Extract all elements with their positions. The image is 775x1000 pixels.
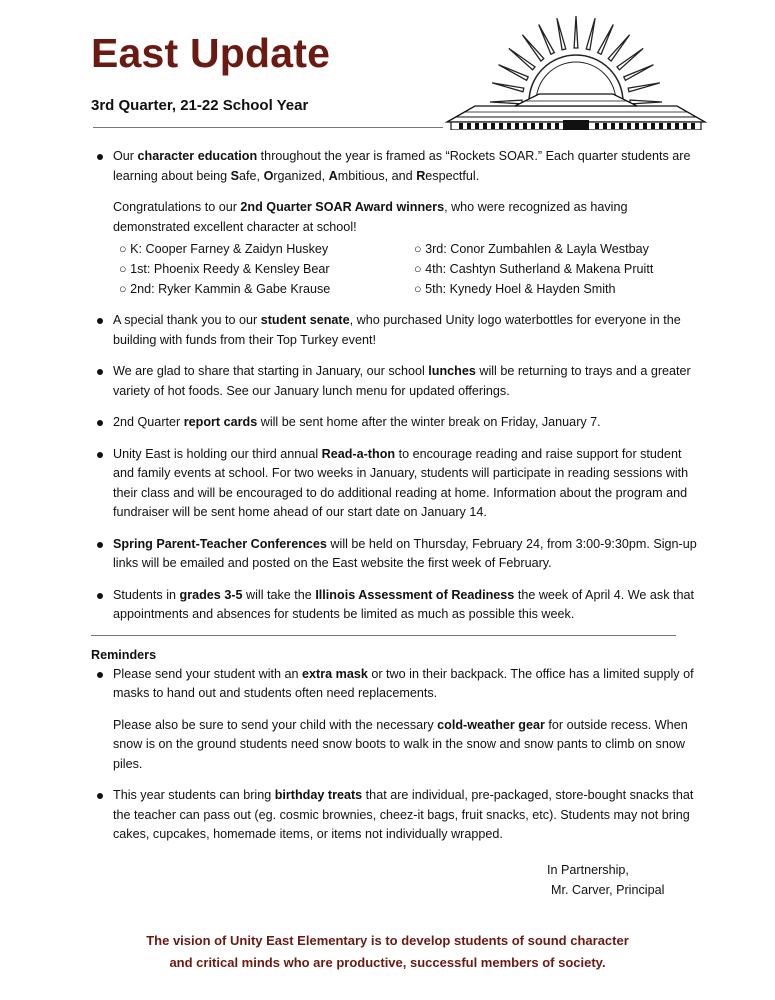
- vision-line-2: and critical minds who are productive, successful members of society.: [169, 955, 606, 970]
- paragraph: [113, 413, 700, 433]
- body-text: 2nd Quarter: [113, 415, 184, 429]
- sun-ray: [624, 65, 654, 81]
- award-winner-entry: ○ 3rd: Conor Zumbahlen & Layla Westbay: [414, 242, 649, 256]
- body-text: rganized,: [273, 168, 329, 183]
- sun-ray: [539, 25, 555, 55]
- header-divider: [93, 127, 443, 128]
- vision-statement: [0, 930, 775, 974]
- list-item: [95, 311, 700, 350]
- bullet-icon: [97, 593, 103, 599]
- emphasis-text: birthday treats: [274, 788, 363, 802]
- paragraph: [113, 362, 700, 401]
- body-text: , who were recognized as having demonstrated excellent character at school!: [113, 200, 628, 234]
- list-item: [95, 586, 700, 625]
- emphasis-text: lunches: [428, 364, 476, 378]
- school-sunrise-logo: [445, 14, 707, 130]
- paragraph: [113, 311, 700, 350]
- list-item: [95, 413, 700, 433]
- body-text: Students in: [113, 587, 180, 602]
- building-window: [531, 123, 535, 129]
- building-window: [667, 123, 671, 129]
- building-window: [539, 123, 543, 129]
- award-winner-entry: ○ 5th: Kynedy Hoel & Hayden Smith: [414, 282, 616, 296]
- bullet-icon: [97, 318, 103, 324]
- sun-ray: [492, 83, 524, 92]
- paragraph: [113, 535, 700, 574]
- paragraph: [113, 586, 700, 625]
- bullet-icon: [97, 542, 103, 548]
- sun-ray: [586, 18, 595, 50]
- sun-ray: [608, 35, 629, 61]
- body-text: We are glad to share that starting in January, our school: [113, 364, 429, 378]
- sun-ray: [628, 83, 660, 92]
- emphasis-text: extra mask: [302, 666, 368, 681]
- building-window: [491, 123, 495, 129]
- award-winner-entry: ○ 2nd: Ryker Kammin & Gabe Krause: [119, 282, 331, 296]
- list-item: [95, 362, 700, 401]
- bullet-icon: [97, 369, 103, 375]
- award-winner-entry: ○ K: Cooper Farney & Zaidyn Huskey: [119, 242, 329, 256]
- announcement-list: [95, 147, 700, 625]
- building-window: [547, 123, 551, 129]
- building-window: [627, 123, 631, 129]
- emphasis-text: grades 3-5: [179, 587, 243, 602]
- sun-ray: [598, 25, 614, 55]
- list-item: [95, 535, 700, 574]
- building-window: [555, 123, 559, 129]
- building-window: [459, 123, 463, 129]
- building-window: [603, 123, 607, 129]
- paragraph: [113, 147, 700, 186]
- paragraph: [113, 665, 700, 704]
- list-item: [95, 147, 700, 299]
- signoff-closing: In Partnership,: [547, 863, 629, 877]
- building-window: [683, 123, 687, 129]
- body-text: to encourage reading and raise support for student and family events at school. For two weeks in January, students will participate in reading sessions with their class and will be encouraged to do additional reading at home. Information about the program and fundraiser will be sent home ahead of our start date on January 14.: [113, 446, 689, 519]
- building-window: [619, 123, 623, 129]
- building-window: [515, 123, 519, 129]
- body-text: will be sent home after the winter break on Friday, January 7.: [257, 415, 601, 429]
- emphasis-text: cold-weather gear: [437, 717, 545, 732]
- award-winner-entry: ○ 4th: Cashtyn Sutherland & Makena Pruitt: [414, 262, 654, 276]
- body-text: or two in their backpack. The office has a limited supply of masks to hand out and students often need replacements.: [113, 666, 694, 700]
- emphasis-text: report cards: [183, 415, 258, 429]
- building-window: [507, 123, 511, 129]
- building-window: [483, 123, 487, 129]
- sun-ray: [490, 100, 522, 104]
- paragraph: [113, 198, 700, 237]
- body-text: that are individual, pre-packaged, store-bought snacks that the teacher can pass out (eg. cosmic brownies, cheez-it bags, fruit snacks, etc). Students may not bring cakes, cupcakes, homemade items, or items not individually wrapped.: [113, 788, 694, 841]
- bullet-icon: [97, 420, 103, 426]
- emphasis-text: Illinois Assessment of Readiness: [315, 587, 515, 602]
- body-text: A special thank you to our: [113, 313, 261, 327]
- reminders-heading: Reminders: [91, 647, 157, 662]
- list-item: [95, 445, 700, 523]
- body-text: for outside recess. When snow is on the ground students need snow boots to walk in the snow and snow pants to climb on snow piles.: [113, 717, 688, 771]
- bullet-icon: [97, 154, 103, 160]
- sun-ray: [574, 16, 578, 48]
- body-text: the week of April 4. We ask that appointments and absences for students be limited as much as possible this week.: [113, 587, 694, 621]
- emphasis-text: 2nd Quarter SOAR Award winners: [240, 200, 445, 214]
- body-text: will be returning to trays and a greater variety of hot foods. See our January lunch menu for updated offerings.: [113, 364, 691, 398]
- body-text: will take the: [242, 587, 316, 602]
- emphasis-text: Spring Parent-Teacher Conferences: [113, 536, 327, 551]
- body-text: , who purchased Unity logo waterbottles for everyone in the building with funds from their Top Turkey event!: [113, 313, 681, 347]
- body-text: Please send your student with an: [113, 666, 303, 681]
- building-window: [499, 123, 503, 129]
- sun-ray: [522, 35, 543, 61]
- emphasis-text: character education: [137, 149, 258, 163]
- building-window: [611, 123, 615, 129]
- building-window: [467, 123, 471, 129]
- emphasis-text: S: [230, 168, 240, 183]
- building-window: [635, 123, 639, 129]
- list-item: [95, 665, 700, 775]
- newsletter-subtitle: 3rd Quarter, 21-22 School Year: [91, 97, 309, 114]
- body-text: Please also be sure to send your child with the necessary: [113, 717, 438, 732]
- paragraph: [113, 716, 700, 775]
- sun-ray: [509, 48, 535, 69]
- section-divider: [91, 635, 676, 636]
- building-window: [659, 123, 663, 129]
- building-window: [675, 123, 679, 129]
- body-text: This year students can bring: [113, 788, 275, 802]
- paragraph: [113, 786, 700, 845]
- paragraph: [113, 445, 700, 523]
- sun-ray: [617, 48, 643, 69]
- building-window: [691, 123, 695, 129]
- emphasis-text: A: [328, 168, 338, 183]
- body-text: espectful.: [425, 168, 480, 183]
- reminders-list: [95, 665, 700, 845]
- sun-ray: [557, 18, 566, 50]
- building-window: [651, 123, 655, 129]
- vision-line-1: The vision of Unity East Elementary is to develop students of sound character: [146, 933, 629, 948]
- body-text: throughout the year is framed as “Rockets SOAR.” Each quarter students are learning about being: [113, 149, 691, 183]
- emphasis-text: student senate: [260, 313, 350, 327]
- award-winner-entry: ○ 1st: Phoenix Reedy & Kensley Bear: [119, 262, 330, 276]
- body-text: Our: [113, 149, 138, 163]
- building-window: [523, 123, 527, 129]
- bullet-icon: [97, 672, 103, 678]
- body-text: afe,: [239, 168, 264, 183]
- body-text: will be held on Thursday, February 24, from 3:00-9:30pm. Sign-up links will be emailed and posted on the East website the first week of February.: [113, 536, 697, 570]
- body-text: mbitious, and: [337, 168, 417, 183]
- list-item: [95, 786, 700, 845]
- body-text: Unity East is holding our third annual: [113, 446, 322, 461]
- emphasis-text: O: [263, 168, 274, 183]
- bullet-icon: [97, 793, 103, 799]
- sun-ray: [630, 100, 662, 104]
- body-text: Congratulations to our: [113, 200, 241, 214]
- sun-ray: [499, 65, 529, 81]
- award-winners-list: [113, 239, 700, 299]
- emphasis-text: Read-a-thon: [321, 446, 396, 461]
- bullet-icon: [97, 452, 103, 458]
- emphasis-text: R: [416, 168, 426, 183]
- building-window: [475, 123, 479, 129]
- signoff-signature: Mr. Carver, Principal: [551, 883, 665, 897]
- newsletter-title: East Update: [91, 30, 331, 76]
- building-window: [643, 123, 647, 129]
- building-window: [595, 123, 599, 129]
- signoff: [547, 860, 664, 900]
- newsletter-body: [91, 147, 700, 857]
